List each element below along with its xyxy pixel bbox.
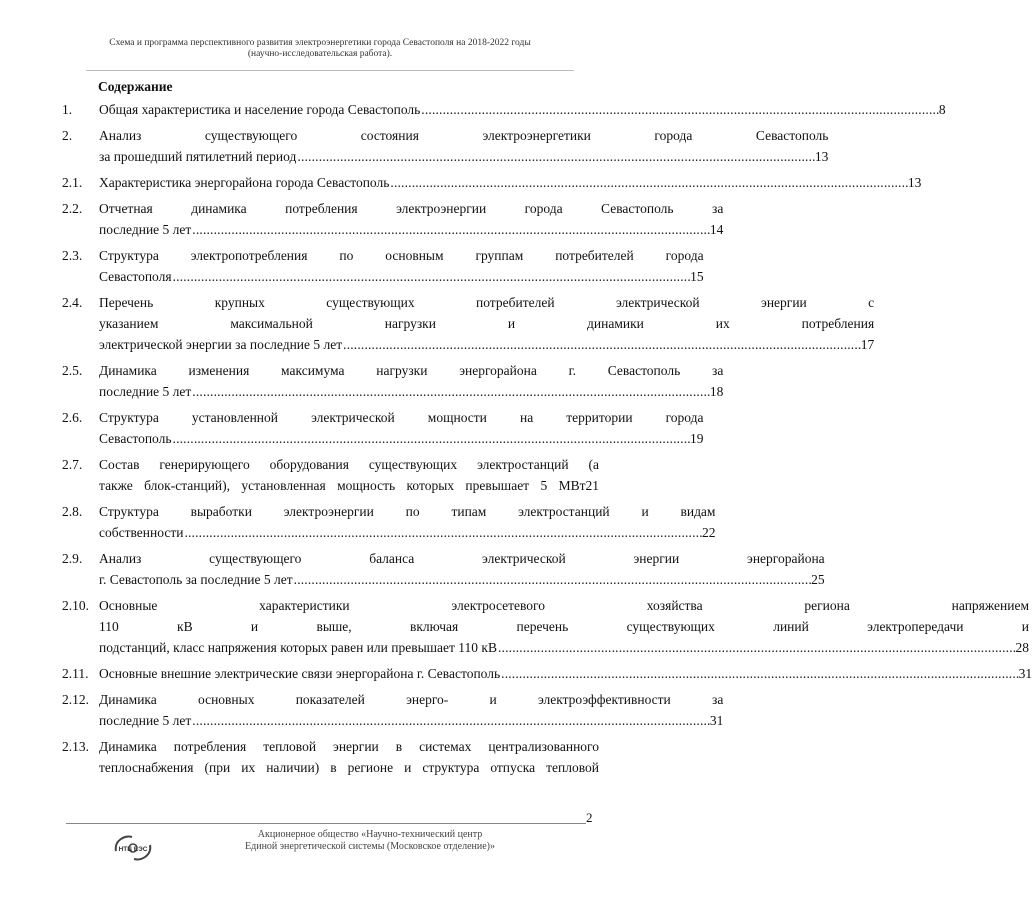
- toc-entry-title: за прошедший пятилетний период: [99, 149, 297, 164]
- toc-entry-number: 2.7.: [62, 457, 83, 472]
- toc-entry[interactable]: [62, 689, 724, 731]
- dot-leader: [184, 522, 701, 543]
- toc-entry-title: Характеристика энергорайона города Севастополь: [99, 175, 390, 190]
- toc-entry[interactable]: [62, 548, 825, 590]
- toc-entry-line: Перечень крупных существующих потребителей электрической энергии с: [99, 295, 875, 310]
- footer-line-1: Акционерное общество «Научно-технический центр: [257, 829, 483, 840]
- toc-entry-text: [99, 125, 828, 167]
- toc-entry-number: 2.11.: [62, 666, 89, 681]
- toc-entry-text: [99, 99, 946, 120]
- toc-entry-number: 2.2.: [62, 201, 83, 216]
- toc-entry-text: [99, 360, 723, 402]
- toc-entry-line: Анализ существующего баланса электрической энергии энергорайона: [99, 551, 825, 566]
- toc-entry-text: [99, 595, 1029, 658]
- toc-entry-line: Структура выработки электроэнергии по типам электростанций и видам: [99, 504, 716, 519]
- toc-entry-page: 13: [907, 175, 922, 190]
- toc-entry-page: 22: [701, 525, 716, 540]
- running-header: [60, 38, 580, 60]
- toc-entry[interactable]: [62, 292, 875, 355]
- toc-entry-text: [99, 198, 723, 240]
- toc-entry-title: г. Севастополь за последние 5 лет: [99, 572, 293, 587]
- toc-entry-page: 31: [1018, 666, 1032, 681]
- toc-entry-title: Севастополя: [99, 269, 172, 284]
- dot-leader: [297, 146, 814, 167]
- toc-entry[interactable]: [62, 407, 704, 449]
- toc-entry-text: [99, 736, 599, 778]
- toc-entry-text: [99, 689, 723, 731]
- toc-entry-title: подстанций, класс напряжения которых равен или превышает 110 кВ: [99, 640, 497, 655]
- toc-entry-page: 31: [709, 713, 724, 728]
- toc-entry-text: [99, 501, 715, 543]
- dot-leader: [173, 428, 690, 449]
- toc-entry[interactable]: [62, 501, 716, 543]
- toc-entry-number: 2.13.: [62, 739, 89, 754]
- toc-entry-page: 17: [860, 337, 875, 352]
- toc-entry-number: 2.9.: [62, 551, 83, 566]
- toc-entry-text: [99, 172, 921, 193]
- dot-leader: [421, 99, 938, 120]
- dot-leader: [192, 219, 709, 240]
- toc-entry-text: [99, 407, 704, 449]
- toc-entry[interactable]: [62, 595, 1030, 658]
- toc-entry-title: последние 5 лет: [99, 384, 192, 399]
- toc-entry-line: указанием максимальной нагрузки и динамики их потребления: [99, 316, 875, 331]
- toc-entry-text: [99, 663, 1032, 684]
- toc-entry-number: 2.: [62, 128, 73, 143]
- toc-entry-text: [99, 454, 599, 496]
- toc-entry[interactable]: [62, 99, 946, 120]
- toc-entry-title: Основные внешние электрические связи энергорайона г. Севастополь: [99, 666, 501, 681]
- toc-entry-page: 15: [690, 269, 704, 284]
- logo-text: НТЦ ЕЭС: [118, 846, 148, 853]
- dot-leader: [192, 710, 709, 731]
- toc-entry[interactable]: [62, 172, 922, 193]
- header-rule: [86, 70, 574, 71]
- toc-entry-line: также блок-станций), установленная мощность которых превышает 5 МВт21: [99, 478, 599, 493]
- toc-entry-line: Динамика изменения максимума нагрузки энергорайона г. Севастополь за: [99, 363, 724, 378]
- toc-entry-number: 2.10.: [62, 598, 89, 613]
- header-line-2: (научно-исследовательская работа).: [247, 49, 393, 59]
- dot-leader: [173, 266, 690, 287]
- dot-leader: [343, 334, 860, 355]
- toc-entry-number: 2.3.: [62, 248, 83, 263]
- toc-entry[interactable]: [62, 360, 724, 402]
- toc-entry-number: 2.4.: [62, 295, 83, 310]
- toc-entry-title: Общая характеристика и население города Севастополь: [99, 102, 421, 117]
- toc-entry-text: [99, 292, 874, 355]
- toc-entry-page: 18: [709, 384, 724, 399]
- toc-title: Содержание: [98, 79, 173, 94]
- header-line-1: Схема и программа перспективного развития электроэнергетики города Севастополя на 2018-2022 годы: [109, 38, 531, 48]
- toc-entry[interactable]: [62, 198, 724, 240]
- footer-rule: [66, 823, 586, 824]
- toc-entry-page: 19: [690, 431, 704, 446]
- toc-entry-text: [99, 245, 704, 287]
- toc-entry-line: Состав генерирующего оборудования существующих электростанций (а: [99, 457, 599, 472]
- page-number: 2: [586, 810, 593, 825]
- dot-leader: [294, 569, 811, 590]
- toc-entry[interactable]: [62, 245, 704, 287]
- toc-entry-page: 13: [814, 149, 829, 164]
- toc-entry-number: 2.1.: [62, 175, 83, 190]
- toc-entry-line: 110 кВ и выше, включая перечень существующих линий электропередачи и: [99, 619, 1030, 634]
- dot-leader: [390, 172, 907, 193]
- toc-entry-title: последние 5 лет: [99, 713, 192, 728]
- toc-entry-line: Динамика потребления тепловой энергии в системах централизованного: [99, 739, 599, 754]
- dot-leader: [501, 663, 1018, 684]
- toc-entry-line: Структура установленной электрической мощности на территории города: [99, 410, 704, 425]
- toc-entry[interactable]: [62, 125, 829, 167]
- dot-leader: [498, 637, 1015, 658]
- toc-entry-page: 28: [1015, 640, 1030, 655]
- toc-entry[interactable]: [62, 663, 1032, 684]
- toc-entry-title: электрической энергии за последние 5 лет: [99, 337, 343, 352]
- toc-entry-line: Динамика основных показателей энерго- и электроэффективности за: [99, 692, 724, 707]
- toc-entry-line: Отчетная динамика потребления электроэнергии города Севастополь за: [99, 201, 724, 216]
- toc-entry-number: 2.8.: [62, 504, 83, 519]
- toc-entry-title: собственности: [99, 525, 184, 540]
- toc-entry[interactable]: [62, 736, 599, 778]
- footer-text: [190, 829, 550, 853]
- toc-entry-line: теплоснабжения (при их наличии) в регионе и структура отпуска тепловой: [99, 760, 599, 775]
- toc-entry-page: 14: [709, 222, 724, 237]
- toc-entry-number: 1.: [62, 102, 73, 117]
- toc-entry-line: Основные характеристики электросетевого хозяйства региона напряжением: [99, 598, 1030, 613]
- toc-entry-number: 2.12.: [62, 692, 89, 707]
- toc-entry-number: 2.5.: [62, 363, 83, 378]
- toc-entry-number: 2.6.: [62, 410, 83, 425]
- footer-line-2: Единой энергетической системы (Московское отделение)»: [245, 841, 495, 852]
- toc-entry-text: [99, 548, 825, 590]
- toc-entry-title: последние 5 лет: [99, 222, 192, 237]
- toc-entry-line: Анализ существующего состояния электроэнергетики города Севастополь: [99, 128, 829, 143]
- toc-entry-page: 8: [938, 102, 946, 117]
- toc-entry-line: Структура электропотребления по основным группам потребителей города: [99, 248, 704, 263]
- dot-leader: [192, 381, 709, 402]
- toc-entry-page: 25: [811, 572, 825, 587]
- table-of-contents: [62, 99, 1032, 778]
- toc-entry-title: Севастополь: [99, 431, 172, 446]
- toc-entry[interactable]: [62, 454, 599, 496]
- company-logo-icon: [110, 833, 156, 863]
